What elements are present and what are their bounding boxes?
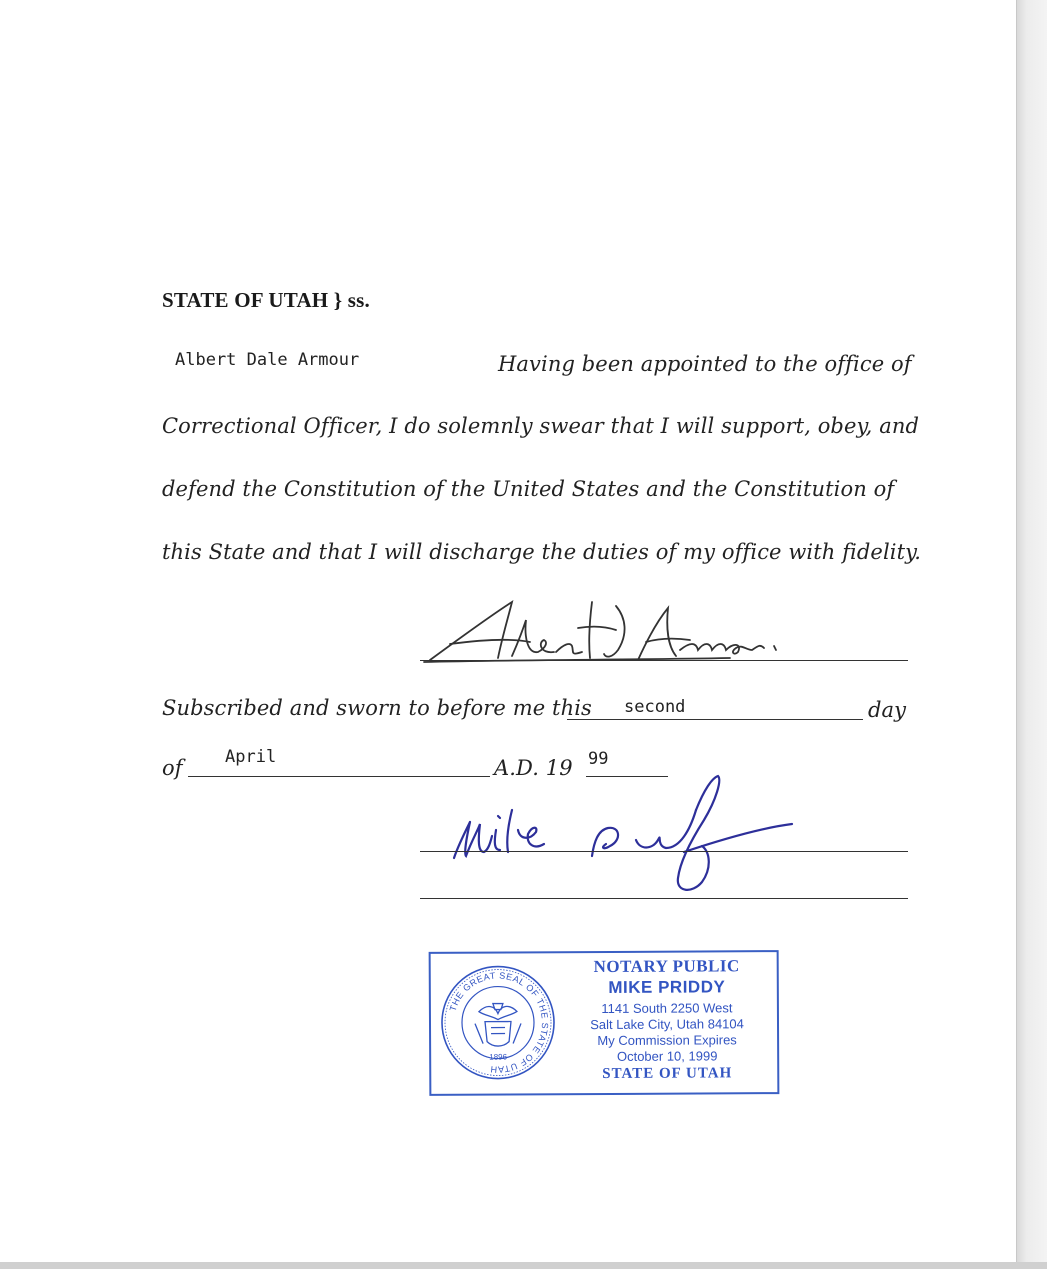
jurat-of-label: of xyxy=(162,756,183,780)
oath-line-3: defend the Constitution of the United States and the Constitution of xyxy=(162,477,895,501)
jurat-prefix: Subscribed and sworn to before me this xyxy=(162,696,592,720)
notary-stamp xyxy=(429,950,780,1096)
stamp-state: STATE OF UTAH xyxy=(602,1065,733,1083)
seal-ring-text: THE GREAT SEAL OF THE STATE OF UTAH xyxy=(447,970,551,1075)
page-edge-shadow xyxy=(1016,0,1047,1269)
stamp-commission-2: October 10, 1999 xyxy=(616,1048,718,1064)
seal-year: 1896 xyxy=(489,1052,508,1062)
venue-heading: STATE OF UTAH } ss. xyxy=(162,288,370,312)
stamp-commission-1: My Commission Expires xyxy=(597,1032,737,1049)
affiant-signature-line xyxy=(420,660,908,661)
jurat-ad-label: A.D. 19 xyxy=(494,756,573,780)
jurat-month-value: April xyxy=(225,747,277,767)
affiant-signature xyxy=(420,598,790,668)
notary-signature xyxy=(440,770,810,900)
stamp-text-block xyxy=(557,956,778,1083)
stamp-address-2: Salt Lake City, Utah 84104 xyxy=(590,1016,744,1033)
oath-line-4: this State and that I will discharge the duties of my office with fidelity. xyxy=(162,540,922,564)
jurat-year-value: 99 xyxy=(588,749,609,769)
oath-line-2: Correctional Officer, I do solemnly swear that I will support, obey, and xyxy=(162,414,920,438)
jurat-day-suffix: day xyxy=(868,698,907,722)
oath-line-1: Having been appointed to the office of xyxy=(498,352,912,376)
notary-signature-line xyxy=(420,851,908,852)
affiant-name: Albert Dale Armour xyxy=(175,350,360,370)
stamp-title: NOTARY PUBLIC xyxy=(593,956,740,977)
jurat-day-value: second xyxy=(624,697,686,717)
stamp-address-1: 1141 South 2250 West xyxy=(601,1000,733,1017)
jurat-day-line xyxy=(567,719,863,720)
page-bottom-edge xyxy=(0,1262,1047,1269)
great-seal-icon xyxy=(439,963,558,1082)
notary-second-line xyxy=(420,898,908,899)
stamp-notary-name: MIKE PRIDDY xyxy=(608,977,726,997)
